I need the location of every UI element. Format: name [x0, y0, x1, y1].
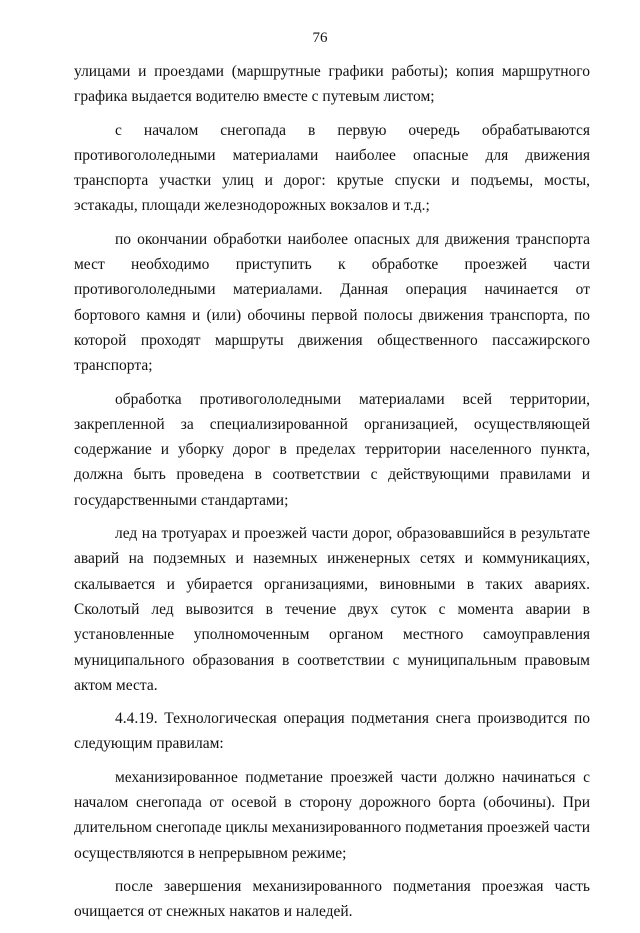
document-body	[74, 59, 590, 933]
paragraph-1: улицами и проездами (маршрутные графики работы); копия маршрутного графика выдается водителю вместе с путевым листом;	[74, 63, 590, 106]
paragraph-7: механизированное подметание проезжей части должно начинаться с началом снегопада от осевой в сторону дорожного борта (обочины). При длительном снегопаде циклы механизированного подметания проезжей части осуществляются в непрерывном режиме;	[74, 768, 590, 862]
paragraph-4: обработка противогололедными материалами всей территории, закрепленной за специализированной организацией, осуществляющей содержание и уборку дорог в пределах территории населенного пункта, должна быть проведена в соответствии с действующими правилами и государственными стандартами;	[74, 390, 590, 509]
paragraph-2: с началом снегопада в первую очередь обрабатываются противогололедными материалами наиболее опасные для движения транспорта участки улиц и дорог: крутые спуски и подъемы, мосты, эстакады, площади железнодорожных вокзалов и т.д.;	[74, 121, 590, 215]
paragraph-8: после завершения механизированного подметания проезжая часть очищается от снежных накатов и наледей.	[74, 877, 590, 921]
paragraph-5: лед на тротуарах и проезжей части дорог, образовавшийся в результате аварий на подземных и наземных инженерных сетях и коммуникациях, скалывается и убирается организациями, виновными в таких авариях. Сколотый лед вывозится в течение двух суток с момента аварии в установленные уполномоченным органом местного самоуправления муниципального образования в соответствии с муниципальным правовым актом места.	[74, 525, 590, 694]
page-number: 76	[312, 30, 328, 46]
paragraph-3: по окончании обработки наиболее опасных для движения транспорта мест необходимо приступить к обработке проезжей части противогололедными материалами. Данная операция начинается от бортового камня и (или) обочины первой полосы движения транспорта, по которой проходят маршруты движения общественного пассажирского транспорта;	[74, 230, 590, 375]
paragraph-6: 4.4.19. Технологическая операция подметания снега производится по следующим правилам:	[74, 710, 590, 753]
